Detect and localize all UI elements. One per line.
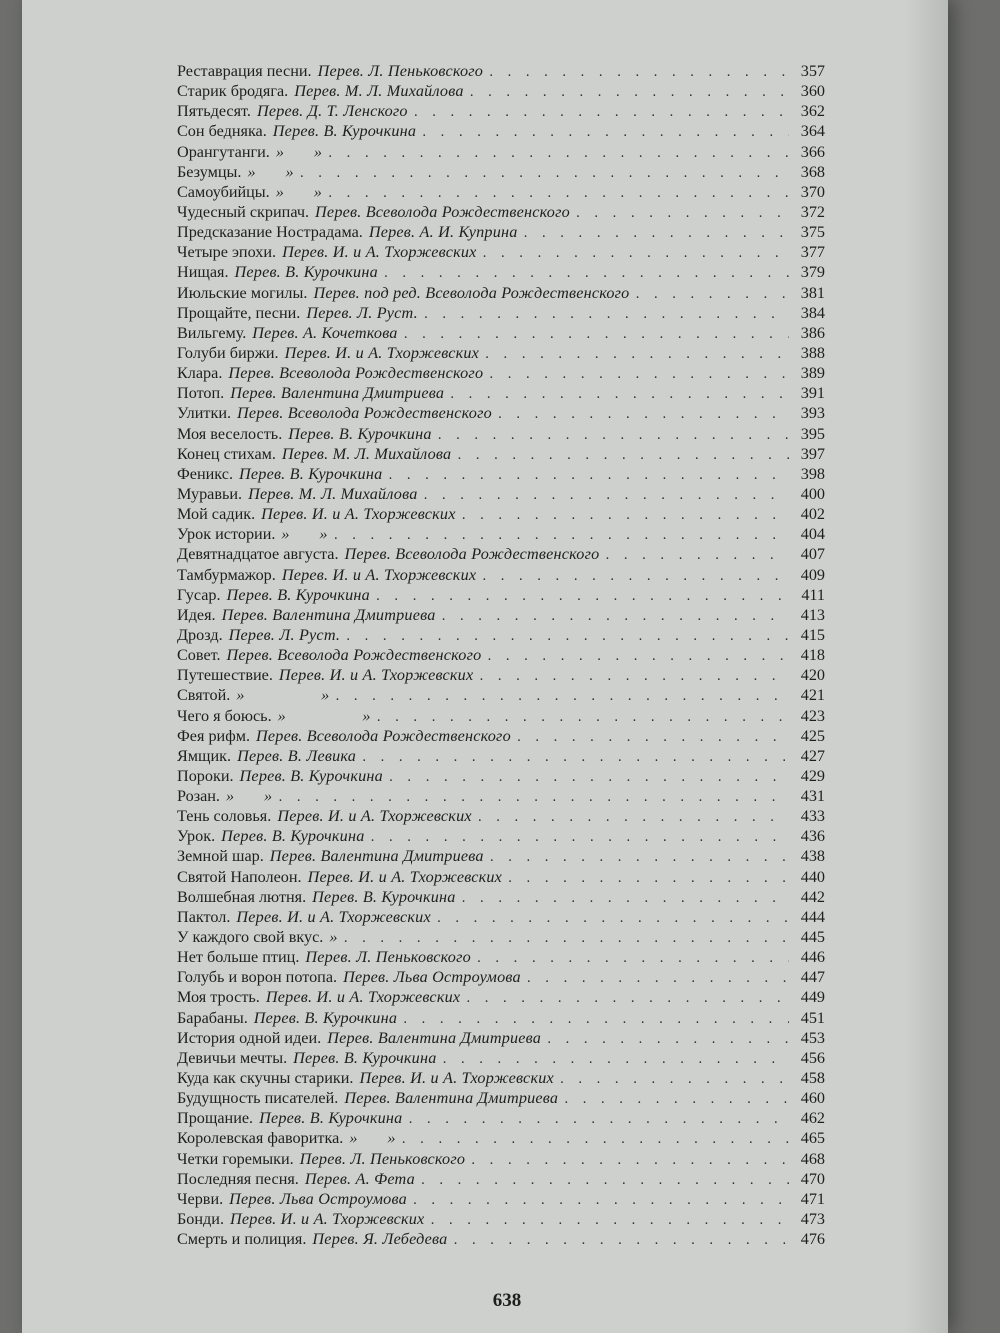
toc-entry — [177, 967, 825, 987]
toc-entry — [177, 524, 825, 544]
toc-entry — [177, 1068, 825, 1088]
entry-title: Тень соловья. — [177, 807, 272, 826]
entry-translator: Перев. Валентина Дмитриева — [327, 1028, 542, 1047]
dot-leader — [605, 546, 789, 566]
dot-leader — [489, 365, 789, 385]
toc-entry — [177, 1088, 825, 1108]
toc-entry — [177, 605, 825, 625]
entry-page-number: 438 — [800, 847, 825, 866]
toc-entry — [177, 202, 825, 222]
entry-page-number: 433 — [800, 807, 825, 826]
dot-leader — [442, 607, 790, 627]
dot-leader — [462, 506, 789, 526]
entry-translator: Перев. Л. Руст. — [306, 303, 418, 322]
dot-leader — [414, 103, 789, 123]
entry-page-number: 393 — [800, 404, 825, 423]
entry-page-number: 362 — [800, 102, 825, 121]
entry-title: Последняя песня. — [177, 1169, 299, 1188]
dot-leader — [362, 748, 789, 768]
entry-title: Святой. — [177, 686, 231, 705]
dot-leader — [443, 1050, 789, 1070]
entry-page-number: 418 — [800, 646, 825, 665]
toc-entry — [177, 484, 825, 504]
toc-entry — [177, 303, 825, 323]
toc-entry — [177, 424, 825, 444]
dot-leader — [371, 828, 789, 848]
toc-entry — [177, 283, 825, 303]
dot-leader — [422, 123, 789, 143]
dot-leader — [403, 1010, 789, 1030]
entry-translator: Перев. И. и А. Тхоржевских — [261, 505, 456, 524]
entry-page-number: 462 — [800, 1109, 825, 1128]
toc-entry — [177, 947, 825, 967]
dot-leader — [408, 1110, 789, 1130]
entry-translator: Перев. И. и А. Тхоржевских — [230, 1210, 425, 1229]
dot-leader — [547, 1030, 789, 1050]
dot-leader — [453, 1231, 789, 1251]
entry-translator: Перев. И. и А. Тхоржевских — [307, 867, 503, 886]
entry-title: Бонди. — [177, 1210, 224, 1229]
entry-title: Чего я боюсь. — [177, 706, 272, 725]
entry-title: Улитки. — [177, 404, 232, 423]
entry-page-number: 397 — [800, 444, 825, 463]
entry-title: Голубь и ворон потопа. — [177, 968, 338, 987]
entry-page-number: 451 — [800, 1008, 825, 1027]
toc-entry — [177, 645, 825, 665]
entry-title: Барабаны. — [177, 1008, 248, 1027]
dot-leader — [489, 63, 789, 83]
dot-leader — [376, 587, 789, 607]
entry-translator: Перев. Я. Лебедева — [312, 1230, 448, 1249]
toc-entry — [177, 142, 825, 162]
entry-page-number: 409 — [800, 565, 825, 584]
toc-entry — [177, 464, 825, 484]
entry-page-number: 420 — [800, 666, 825, 685]
entry-title: История одной идеи. — [177, 1028, 322, 1047]
toc-entry — [177, 323, 825, 343]
entry-translator: Перев. М. Л. Михайлова — [248, 484, 418, 503]
dot-leader — [477, 949, 789, 969]
entry-page-number: 388 — [800, 343, 825, 362]
dot-leader — [430, 1211, 789, 1231]
entry-translator: Перев. Л. Пеньковского — [317, 62, 484, 80]
toc-entry — [177, 706, 825, 726]
entry-page-number: 402 — [800, 505, 825, 524]
entry-page-number: 400 — [800, 484, 825, 503]
toc-entry — [177, 987, 825, 1007]
entry-translator: Перев. И. и А. Тхоржевских — [277, 807, 472, 826]
dot-leader — [402, 1130, 789, 1150]
dot-leader — [524, 224, 789, 244]
entry-title: Предсказание Нострадама. — [177, 223, 363, 242]
dot-leader — [478, 808, 789, 828]
toc-entry — [177, 927, 825, 947]
entry-page-number: 440 — [800, 867, 825, 886]
entry-translator: Перев. Валентина Дмитриева — [230, 384, 445, 403]
dot-leader — [328, 144, 789, 164]
entry-page-number: 425 — [800, 726, 825, 745]
entry-title: Июльские могилы. — [177, 283, 308, 302]
entry-translator: Перев. Всеволода Рождественского — [256, 726, 511, 745]
entry-translator: Перев. В. Курочкина — [312, 887, 456, 906]
toc-entry — [177, 665, 825, 685]
dot-leader — [334, 526, 789, 546]
entry-translator: Перев. М. Л. Михайлова — [281, 444, 452, 463]
dot-leader — [560, 1070, 789, 1090]
entry-page-number: 413 — [800, 605, 825, 624]
dot-leader — [335, 687, 789, 707]
toc-entry — [177, 403, 825, 423]
dot-leader — [471, 1151, 789, 1171]
dot-leader — [482, 567, 789, 587]
entry-translator: Перев. В. Курочкина — [239, 464, 383, 483]
toc-entry — [177, 786, 825, 806]
toc-entry — [177, 846, 825, 866]
entry-title: Муравьи. — [177, 484, 243, 503]
toc-entry — [177, 81, 825, 101]
dot-leader — [485, 345, 789, 365]
dot-leader — [438, 426, 789, 446]
entry-title: Тамбурмажор. — [177, 565, 276, 584]
entry-page-number: 391 — [800, 384, 825, 403]
entry-page-number: 370 — [800, 182, 825, 201]
entry-title: Прощайте, песни. — [177, 303, 301, 322]
entry-translator: Перев. Валентина Дмитриева — [269, 847, 484, 866]
entry-translator: Перев. Л. Пеньковского — [299, 1149, 466, 1168]
entry-translator: Перев. Л. Руст. — [228, 625, 341, 644]
entry-title: Орангутанги. — [177, 142, 270, 161]
entry-title: Дрозд. — [177, 625, 223, 644]
entry-page-number: 377 — [800, 243, 825, 262]
dot-leader — [344, 929, 789, 949]
table-of-contents — [177, 61, 825, 1249]
dot-leader — [483, 244, 789, 264]
entry-translator: » — [329, 928, 338, 947]
dot-leader — [517, 728, 789, 748]
entry-translator: Перев. М. Л. Михайлова — [294, 82, 464, 101]
entry-translator: Перев. А. И. Куприна — [368, 223, 518, 242]
entry-page-number: 444 — [800, 907, 825, 926]
entry-page-number: 389 — [800, 364, 825, 383]
entry-translator: Перев. В. Курочкина — [253, 1008, 398, 1027]
entry-translator: Перев. В. Курочкина — [234, 263, 378, 282]
dot-leader — [377, 708, 789, 728]
entry-page-number: 404 — [800, 525, 825, 544]
entry-title: Ямщик. — [177, 746, 232, 765]
dot-leader — [424, 305, 789, 325]
entry-page-number: 458 — [800, 1069, 825, 1088]
dot-leader — [404, 325, 789, 345]
dot-leader — [462, 889, 789, 909]
toc-entry — [177, 363, 825, 383]
toc-entry — [177, 504, 825, 524]
dot-leader — [498, 405, 789, 425]
entry-title: Голуби биржи. — [177, 343, 279, 362]
entry-translator: » » — [349, 1129, 396, 1148]
toc-entry — [177, 162, 825, 182]
entry-page-number: 431 — [800, 787, 825, 806]
toc-entry — [177, 867, 825, 887]
dot-leader — [564, 1090, 789, 1110]
toc-entry — [177, 1169, 825, 1189]
toc-entry — [177, 383, 825, 403]
entry-page-number: 446 — [800, 948, 825, 967]
entry-translator: Перев. Валентина Дмитриева — [221, 605, 436, 624]
entry-page-number: 368 — [800, 162, 825, 181]
entry-title: Гусар. — [177, 585, 221, 604]
entry-title: Конец стихам. — [177, 444, 276, 463]
entry-page-number: 395 — [800, 424, 825, 443]
entry-title: Нищая. — [177, 263, 229, 282]
dot-leader — [421, 1171, 789, 1191]
dot-leader — [635, 285, 789, 305]
entry-translator: Перев. Всеволода Рождественского — [344, 545, 600, 564]
toc-entry — [177, 1108, 825, 1128]
toc-entry — [177, 121, 825, 141]
toc-entry — [177, 826, 825, 846]
entry-page-number: 453 — [800, 1028, 825, 1047]
entry-page-number: 411 — [801, 585, 825, 604]
entry-translator: Перев. В. Курочкина — [239, 766, 383, 785]
entry-page-number: 429 — [800, 766, 825, 785]
entry-translator: Перев. Д. Т. Ленского — [256, 102, 408, 121]
toc-entry — [177, 907, 825, 927]
toc-entry — [177, 61, 825, 81]
entry-page-number: 372 — [800, 202, 825, 221]
entry-title: Куда как скучны старики. — [177, 1069, 354, 1088]
entry-translator: » » — [275, 182, 323, 201]
entry-page-number: 436 — [800, 827, 825, 846]
entry-page-number: 381 — [800, 283, 825, 302]
entry-page-number: 427 — [800, 746, 825, 765]
book-page — [22, 0, 948, 1333]
toc-entry — [177, 685, 825, 705]
entry-translator: » » — [225, 787, 273, 806]
entry-page-number: 407 — [800, 545, 825, 564]
entry-title: Самоубийцы. — [177, 182, 270, 201]
entry-translator: Перев. Л. Пеньковского — [305, 948, 471, 967]
toc-entry — [177, 544, 825, 564]
dot-leader — [278, 788, 789, 808]
entry-title: Королевская фаворитка. — [177, 1129, 344, 1148]
entry-translator: Перев. Всеволода Рождественского — [237, 404, 492, 423]
page-number: 638 — [492, 1290, 522, 1311]
entry-title: У каждого свой вкус. — [177, 928, 324, 947]
dot-leader — [424, 486, 789, 506]
entry-title: Клара. — [177, 364, 223, 383]
entry-page-number: 445 — [800, 928, 825, 947]
toc-entry — [177, 242, 825, 262]
entry-title: Смерть и полиция. — [177, 1230, 307, 1249]
toc-entry — [177, 746, 825, 766]
entry-title: Девятнадцатое августа. — [177, 545, 339, 564]
entry-page-number: 447 — [800, 968, 825, 987]
entry-title: Фея рифм. — [177, 726, 251, 745]
entry-translator: » » — [236, 686, 330, 705]
entry-page-number: 398 — [800, 464, 825, 483]
entry-translator: Перев. Льва Остроумова — [343, 968, 521, 987]
toc-entry — [177, 766, 825, 786]
entry-translator: Перев. В. Курочкина — [259, 1109, 403, 1128]
entry-translator: Перев. И. и А. Тхоржевских — [265, 988, 461, 1007]
page-gutter-shadow — [904, 0, 948, 1333]
toc-entry — [177, 625, 825, 645]
entry-page-number: 468 — [800, 1149, 825, 1168]
entry-translator: Перев. Льва Остроумова — [229, 1189, 407, 1208]
entry-translator: Перев. И. и А. Тхоржевских — [236, 907, 431, 926]
dot-leader — [457, 446, 789, 466]
dot-leader — [437, 909, 789, 929]
entry-translator: Перев. В. Курочкина — [272, 122, 417, 141]
entry-title: Мой садик. — [177, 505, 256, 524]
entry-page-number: 357 — [800, 62, 825, 80]
entry-page-number: 449 — [800, 988, 825, 1007]
entry-page-number: 375 — [800, 223, 825, 242]
dot-leader — [300, 164, 789, 184]
entry-title: Вильгему. — [177, 323, 247, 342]
entry-title: Пактол. — [177, 907, 231, 926]
entry-page-number: 456 — [800, 1048, 825, 1067]
entry-translator: » » — [277, 706, 371, 725]
entry-translator: Перев. В. Курочкина — [288, 424, 432, 443]
entry-translator: Перев. под ред. Всеволода Рождественского — [313, 283, 630, 302]
entry-translator: » » — [281, 525, 328, 544]
entry-translator: Перев. И. и А. Тхоржевских — [278, 666, 474, 685]
entry-translator: Перев. А. Фета — [304, 1169, 415, 1188]
toc-entry — [177, 585, 825, 605]
toc-entry — [177, 1229, 825, 1249]
entry-page-number: 421 — [800, 686, 825, 705]
toc-entry — [177, 182, 825, 202]
entry-title: Реставрация песни. — [177, 62, 312, 80]
dot-leader — [479, 667, 789, 687]
entry-translator: » » — [247, 162, 294, 181]
entry-title: Моя трость. — [177, 988, 260, 1007]
dot-leader — [527, 969, 789, 989]
entry-title: Черви. — [177, 1189, 224, 1208]
entry-title: Прощание. — [177, 1109, 254, 1128]
entry-page-number: 460 — [800, 1089, 825, 1108]
entry-title: Урок. — [177, 827, 216, 846]
toc-entry — [177, 565, 825, 585]
entry-translator: Перев. А. Кочеткова — [252, 323, 398, 342]
entry-title: Земной шар. — [177, 847, 264, 866]
entry-page-number: 415 — [800, 625, 825, 644]
entry-page-number: 471 — [800, 1189, 825, 1208]
toc-entry — [177, 887, 825, 907]
toc-entry — [177, 444, 825, 464]
toc-entry — [177, 1048, 825, 1068]
dot-leader — [576, 204, 789, 224]
entry-title: Старик бродяга. — [177, 82, 289, 101]
toc-entry — [177, 1028, 825, 1048]
toc-entry — [177, 1128, 825, 1148]
entry-page-number: 470 — [800, 1169, 825, 1188]
entry-title: Святой Наполеон. — [177, 867, 302, 886]
dot-leader — [346, 627, 789, 647]
dot-leader — [470, 83, 789, 103]
entry-translator: Перев. И. и А. Тхоржевских — [281, 565, 477, 584]
entry-title: Путешествие. — [177, 666, 273, 685]
entry-translator: Перев. Валентина Дмитриева — [344, 1089, 559, 1108]
entry-title: Пятьдесят. — [177, 102, 251, 121]
entry-title: Пороки. — [177, 766, 234, 785]
entry-translator: Перев. Всеволода Рождественского — [315, 202, 570, 221]
toc-entry — [177, 262, 825, 282]
entry-title: Идея. — [177, 605, 216, 624]
entry-title: Девичьи мечты. — [177, 1048, 288, 1067]
entry-page-number: 379 — [800, 263, 825, 282]
entry-translator: Перев. И. и А. Тхоржевских — [282, 243, 477, 262]
entry-translator: Перев. И. и А. Тхоржевских — [359, 1069, 554, 1088]
dot-leader — [389, 768, 789, 788]
entry-page-number: 465 — [800, 1129, 825, 1148]
entry-title: Розан. — [177, 787, 220, 806]
entry-translator: Перев. И. и А. Тхоржевских — [284, 343, 480, 362]
entry-translator: » » — [275, 142, 323, 161]
entry-page-number: 364 — [800, 122, 825, 141]
entry-translator: Перев. В. Левика — [237, 746, 357, 765]
toc-entry — [177, 1189, 825, 1209]
entry-title: Феникс. — [177, 464, 233, 483]
toc-entry — [177, 1149, 825, 1169]
entry-title: Волшебная лютня. — [177, 887, 307, 906]
entry-page-number: 386 — [800, 323, 825, 342]
entry-page-number: 384 — [800, 303, 825, 322]
entry-translator: Перев. В. Курочкина — [226, 585, 370, 604]
entry-title: Моя веселость. — [177, 424, 283, 443]
entry-title: Сон бедняка. — [177, 122, 267, 141]
entry-page-number: 366 — [800, 142, 825, 161]
dot-leader — [487, 647, 789, 667]
dot-leader — [413, 1191, 789, 1211]
entry-title: Потоп. — [177, 384, 225, 403]
entry-title: Совет. — [177, 646, 221, 665]
toc-entry — [177, 806, 825, 826]
entry-page-number: 360 — [800, 82, 825, 101]
entry-translator: Перев. В. Курочкина — [293, 1048, 437, 1067]
toc-entry — [177, 101, 825, 121]
entry-title: Четыре эпохи. — [177, 243, 277, 262]
toc-entry — [177, 1209, 825, 1229]
entry-page-number: 442 — [800, 887, 825, 906]
toc-entry — [177, 343, 825, 363]
dot-leader — [508, 869, 789, 889]
entry-title: Безумцы. — [177, 162, 242, 181]
dot-leader — [490, 848, 789, 868]
entry-title: Будущность писателей. — [177, 1089, 339, 1108]
dot-leader — [388, 466, 789, 486]
entry-page-number: 423 — [800, 706, 825, 725]
entry-title: Чудесный скрипач. — [177, 202, 310, 221]
toc-entry — [177, 222, 825, 242]
toc-entry — [177, 726, 825, 746]
entry-translator: Перев. Всеволода Рождественского — [228, 364, 484, 383]
entry-title: Урок истории. — [177, 525, 276, 544]
dot-leader — [328, 184, 789, 204]
dot-leader — [384, 264, 789, 284]
entry-page-number: 476 — [800, 1230, 825, 1249]
dot-leader — [450, 385, 789, 405]
toc-entry — [177, 1008, 825, 1028]
entry-title: Нет больше птиц. — [177, 948, 300, 967]
entry-translator: Перев. В. Курочкина — [221, 827, 365, 846]
entry-title: Четки горемыки. — [177, 1149, 294, 1168]
entry-page-number: 473 — [800, 1210, 825, 1229]
entry-translator: Перев. Всеволода Рождественского — [226, 646, 482, 665]
dot-leader — [466, 989, 789, 1009]
